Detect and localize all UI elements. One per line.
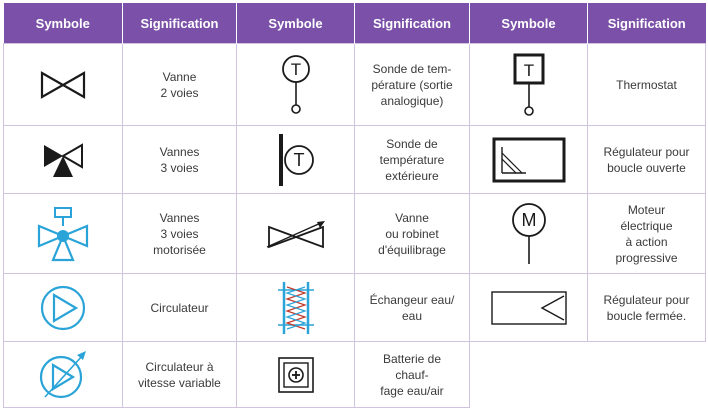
svg-text:T: T xyxy=(290,59,301,79)
three-way-valve-icon xyxy=(41,141,85,179)
symbol-cell xyxy=(237,342,355,408)
two-way-valve-icon xyxy=(38,70,88,100)
meaning-cell xyxy=(123,194,237,274)
header-signification-3: Signification xyxy=(588,3,706,44)
symbol-label: Vanne 2 voies xyxy=(160,69,199,100)
balancing-valve-icon xyxy=(263,217,329,251)
header-symbol-2: Symbole xyxy=(237,3,355,44)
symbol-cell xyxy=(470,274,588,342)
motorized-three-way-valve-icon xyxy=(35,206,91,262)
meaning-cell xyxy=(355,44,470,126)
closed-loop-regulator-icon xyxy=(490,290,568,326)
meaning-cell xyxy=(355,274,470,342)
symbol-cell xyxy=(470,194,588,274)
svg-text:M: M xyxy=(521,209,536,230)
legend-container xyxy=(3,3,705,408)
symbol-label: Batterie de chauf- fage eau/air xyxy=(380,351,444,398)
water-heat-exchanger-icon xyxy=(276,279,316,337)
symbol-label: Vannes 3 voies xyxy=(159,144,200,175)
symbol-cell xyxy=(4,342,123,408)
meaning-cell xyxy=(588,194,706,274)
progressive-electric-motor-icon xyxy=(509,202,549,266)
symbol-cell xyxy=(4,44,123,126)
symbol-cell xyxy=(237,126,355,194)
meaning-cell xyxy=(123,274,237,342)
outdoor-temperature-probe-icon xyxy=(275,132,317,188)
symbol-cell xyxy=(237,44,355,126)
symbol-cell xyxy=(4,126,123,194)
empty-cell xyxy=(588,342,706,408)
meaning-cell xyxy=(123,44,237,126)
table-row xyxy=(4,126,706,194)
symbol-label: Moteur électrique à action progressive xyxy=(615,202,678,265)
header-row xyxy=(4,3,706,44)
circulator-pump-icon xyxy=(39,284,87,332)
header-signification-1: Signification xyxy=(123,3,237,44)
symbol-cell xyxy=(470,126,588,194)
header-signification-2: Signification xyxy=(355,3,470,44)
meaning-cell xyxy=(123,342,237,408)
header-symbol-1: Symbole xyxy=(4,3,123,44)
symbol-label: Régulateur pour boucle fermée. xyxy=(603,292,690,323)
header-symbol-3: Symbole xyxy=(470,3,588,44)
svg-text:T: T xyxy=(293,149,304,170)
table-row xyxy=(4,342,706,408)
empty-cell xyxy=(470,342,588,408)
symbol-cell xyxy=(4,194,123,274)
svg-text:T: T xyxy=(523,60,534,80)
symbol-cell xyxy=(237,274,355,342)
symbol-label: Vannes 3 voies motorisée xyxy=(153,210,206,257)
symbol-cell xyxy=(237,194,355,274)
symbol-label: Échangeur eau/ eau xyxy=(369,292,455,323)
meaning-cell xyxy=(355,342,470,408)
meaning-cell xyxy=(355,126,470,194)
symbol-label: Thermostat xyxy=(616,77,677,92)
table-row xyxy=(4,44,706,126)
meaning-cell xyxy=(588,274,706,342)
symbol-cell xyxy=(4,274,123,342)
symbol-legend-table xyxy=(3,3,706,408)
symbol-label: Circulateur à vitesse variable xyxy=(138,359,221,390)
temperature-probe-analog-icon xyxy=(278,53,314,117)
symbol-label: Sonde de tem- pérature (sortie analogique) xyxy=(371,61,453,108)
symbol-label: Régulateur pour boucle ouverte xyxy=(603,144,690,175)
variable-speed-circulator-icon xyxy=(35,347,91,403)
table-row xyxy=(4,194,706,274)
symbol-label: Circulateur xyxy=(150,300,209,315)
symbol-label: Vanne ou robinet d'équilibrage xyxy=(378,210,446,257)
thermostat-icon xyxy=(512,52,546,118)
meaning-cell xyxy=(123,126,237,194)
table-row xyxy=(4,274,706,342)
meaning-cell xyxy=(355,194,470,274)
open-loop-regulator-icon xyxy=(492,137,566,183)
heating-coil-icon xyxy=(277,356,315,394)
symbol-cell xyxy=(470,44,588,126)
meaning-cell xyxy=(588,44,706,126)
meaning-cell xyxy=(588,126,706,194)
symbol-label: Sonde de température extérieure xyxy=(379,136,445,183)
